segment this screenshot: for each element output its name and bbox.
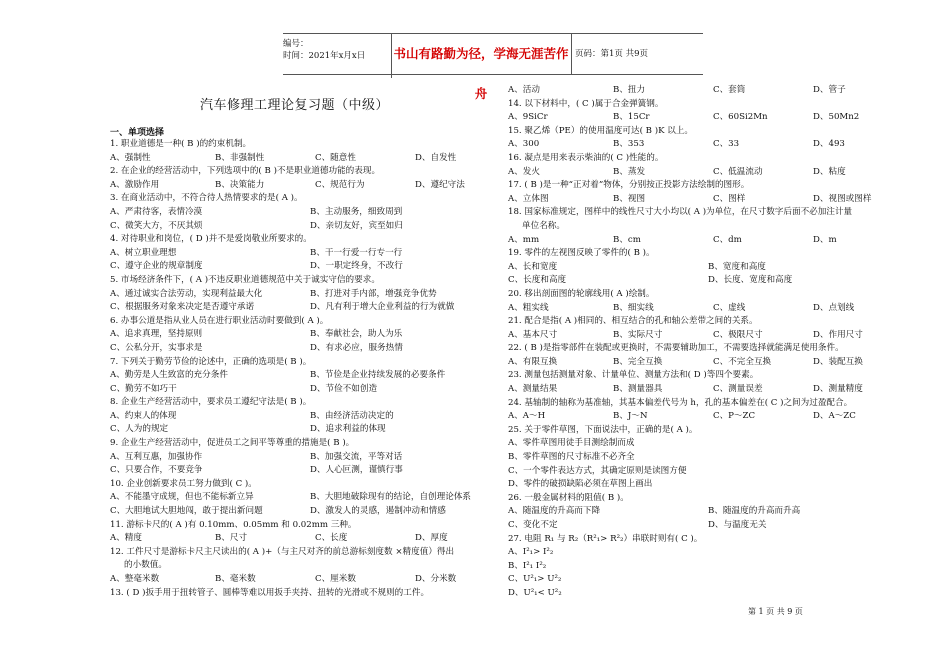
option-row [508, 274, 888, 288]
question [508, 315, 888, 342]
option-row [508, 193, 888, 207]
answer-option: B、尺寸 [215, 533, 248, 544]
option-row [508, 505, 888, 519]
question [110, 138, 490, 165]
question [508, 342, 888, 369]
answer-option: A、勤劳是人生致富的充分条件 [110, 370, 228, 381]
question-text: 24. 基轴制的轴称为基准轴，其基本偏差代号为 h，孔的基本偏差在( C )之间为过盈配合。 [508, 397, 853, 408]
question [508, 560, 888, 574]
answer-option: D、管子 [813, 85, 846, 95]
question-text: 11. 游标卡尺的( A )有 0.10mm、0.05mm 和 0.02mm 三种。 [110, 519, 357, 530]
question-text: 25. 关于零件草图，下面说法中，正确的是( A )。 [508, 424, 698, 435]
question [508, 247, 888, 288]
question-text: 12. 工件尺寸是游标卡尺主尺读出的( A )+（与主尺对齐的前总游标刻度数 ×精度值）得出 [110, 546, 455, 557]
answer-option: D、长度、宽度和高度 [708, 275, 793, 286]
header-number: 编号： [283, 39, 309, 49]
answer-option: D、一职定终身，不改行 [310, 261, 403, 272]
right-column [508, 84, 888, 601]
answer-option: C、U²₁> U²₂ [508, 574, 562, 585]
question-text: 26. 一般金属材料的阻值( B )。 [508, 492, 629, 503]
section-heading: 一、单项选择 [110, 128, 165, 138]
answer-option: B、扭力 [613, 85, 646, 95]
answer-option: B、主动服务，细致周到 [310, 206, 403, 217]
answer-option: A、I²₁> I²₂ [508, 547, 554, 558]
answer-option: C、只要合作，不要竞争 [110, 465, 203, 476]
option-row [508, 261, 888, 275]
question [110, 587, 490, 601]
answer-option: A、活动 [508, 85, 540, 95]
answer-option: C、长度 [315, 533, 348, 544]
question-text: 6. 办事公道是指从业人员在进行职业活动时要做到( A )。 [110, 315, 329, 326]
option-row [508, 437, 888, 451]
answer-option: A、通过诚实合法劳动，实现利益最大化 [110, 288, 263, 299]
question [508, 587, 888, 601]
question-text-continued: 单位名称。 [522, 220, 565, 231]
answer-option: A、mm [508, 234, 540, 245]
answer-option: D、m [813, 234, 837, 245]
answer-option: A、A～H [508, 411, 546, 422]
answer-option: B、J～N [613, 411, 648, 422]
question [508, 424, 888, 451]
answer-option: A、基本尺寸 [508, 329, 558, 340]
answer-option: A、整毫米数 [110, 574, 160, 584]
question-text: 19. 零件的左视图反映了零件的( B )。 [508, 248, 655, 259]
question [110, 274, 490, 315]
answer-option: A、精度 [110, 533, 142, 544]
answer-option: C、一个零件表达方式，其确定原则是读图方便 [508, 465, 687, 476]
option-row [110, 423, 490, 437]
option-row [110, 288, 490, 302]
option-row [110, 260, 490, 274]
answer-option: B、奉献社会，助人为乐 [310, 329, 403, 340]
answer-option: D、激发人的灵感，遏制冲动和情感 [310, 506, 446, 517]
option-row [110, 491, 490, 505]
question-text: 14. 以下材料中，( C )属于合金弹簧钢。 [508, 98, 664, 109]
answer-option: C、微笑大方，不厌其烦 [110, 220, 203, 231]
question [110, 192, 490, 233]
option-row [110, 301, 490, 315]
question-text: 20. 移出剖面图的轮廓线用( A )绘制。 [508, 288, 655, 299]
header-time: 时间：2021年x月x日 [283, 51, 366, 61]
answer-option: D、A～ZC [813, 411, 856, 422]
option-row [508, 111, 888, 125]
question-text: 10. 企业创新要求员工努力做到( C )。 [110, 478, 257, 489]
option-row [508, 560, 888, 574]
option-row [110, 505, 490, 519]
answer-option: A、随温度的升高而下降 [508, 506, 601, 517]
answer-option: C、厘米数 [315, 574, 356, 584]
answer-option: D、U²₁< U²₂ [508, 587, 562, 598]
option-row [110, 179, 490, 193]
answer-option: B、实际尺寸 [613, 329, 663, 340]
question [110, 396, 490, 437]
answer-option: C、33 [713, 139, 740, 150]
question [508, 492, 888, 533]
option-row [110, 532, 490, 546]
header-motto: 书山有路勤为径，学海无涯苦作舟 [391, 34, 572, 74]
answer-option: A、零件草图用徒手目测绘制而成 [508, 438, 635, 449]
answer-option: A、立体图 [508, 193, 549, 204]
answer-option: D、厚度 [415, 533, 448, 544]
answer-option: D、装配互换 [813, 356, 863, 367]
question-text: 21. 配合是指( A )相同的、相互结合的孔和轴公差带之间的关系。 [508, 316, 758, 327]
answer-option: D、节俭不如创造 [310, 383, 378, 394]
answer-option: B、测量器具 [613, 384, 663, 395]
answer-option: C、人为的规定 [110, 424, 169, 435]
answer-option: B、非强制性 [215, 152, 265, 163]
answer-option: A、树立职业理想 [110, 247, 177, 258]
answer-option: A、约束人的体现 [110, 410, 177, 421]
answer-option: B、完全互换 [613, 356, 663, 367]
answer-option: A、互利互惠，加强协作 [110, 451, 203, 462]
answer-option: C、低温流动 [713, 166, 763, 177]
answer-option: C、测量误差 [713, 384, 763, 395]
question [508, 125, 888, 152]
answer-option: D、与温度无关 [708, 520, 767, 530]
answer-option: A、有限互换 [508, 356, 558, 367]
question [110, 233, 490, 274]
option-row [110, 383, 490, 397]
answer-option: B、大胆地破除现有的结论，自创理论体系 [310, 492, 472, 503]
header-page: 页码：第1页 共9页 [575, 49, 649, 59]
option-row [508, 383, 888, 397]
question-text: 17. ( B )是一种“正对着”物体，分别按正投影方法绘制的图形。 [508, 180, 750, 191]
answer-option: A、强制性 [110, 152, 151, 163]
answer-option: A、300 [508, 139, 540, 150]
question [508, 573, 888, 587]
answer-option: B、毫米数 [215, 574, 256, 584]
answer-option: C、公私分开，实事求是 [110, 342, 203, 353]
answer-option: B、细实线 [613, 302, 654, 313]
answer-option: B、蒸发 [613, 166, 646, 177]
option-row [110, 464, 490, 478]
answer-option: B、15Cr [613, 112, 650, 123]
answer-option: B、干一行爱一行专一行 [310, 247, 403, 258]
question-text: 1. 职业道德是一种( B )的约束机制。 [110, 139, 252, 149]
answer-option: A、发火 [508, 166, 540, 177]
question [508, 451, 888, 465]
option-row [110, 152, 490, 166]
answer-option: D、粘度 [813, 166, 846, 177]
answer-option: B、I²₁ I²₂ [508, 560, 547, 571]
answer-option: B、决策能力 [215, 179, 265, 190]
option-row [110, 328, 490, 342]
option-row [508, 166, 888, 180]
question [110, 315, 490, 356]
question-text: 18. 国家标准规定，图样中的线性尺寸大小均以( A )为单位，在尺寸数字后面不必加注计量 [508, 207, 853, 218]
question-text: 4. 对待职业和岗位，( D )并不是爱岗敬业所要求的。 [110, 234, 312, 245]
question-text-continued: 的小数值。 [124, 560, 167, 571]
answer-option: C、P～ZC [713, 411, 756, 422]
option-row [110, 451, 490, 465]
answer-option: A、测量结果 [508, 384, 558, 395]
answer-option: C、规范行为 [315, 179, 365, 190]
answer-option: C、遵守企业的规章制度 [110, 261, 203, 272]
answer-option: B、由经济活动决定的 [310, 410, 394, 421]
answer-option: C、极限尺寸 [713, 329, 763, 340]
question-text: 8. 企业生产经营活动中，要求员工遵纪守法是( B )。 [110, 397, 312, 408]
answer-option: A、9SiCr [508, 112, 548, 123]
option-row [508, 234, 888, 248]
question [508, 478, 888, 492]
answer-option: D、50Mn2 [813, 112, 860, 123]
question [508, 179, 888, 206]
answer-option: C、长度和高度 [508, 275, 567, 286]
option-row [110, 206, 490, 220]
answer-option: B、随温度的升高而升高 [708, 506, 801, 517]
question-text: 3. 在商业活动中，不符合待人热情要求的是( A )。 [110, 193, 303, 204]
question [110, 478, 490, 519]
option-row [110, 247, 490, 261]
answer-option: B、加强交流，平等对话 [310, 451, 403, 462]
answer-option: D、有求必应，服务热情 [310, 342, 403, 353]
option-row [508, 329, 888, 343]
option-row [508, 478, 888, 492]
answer-option: C、勤劳不如巧干 [110, 383, 177, 394]
question-text: 23. 测量包括测量对象、计量单位、测量方法和( D )等四个要素。 [508, 370, 759, 381]
question-text: 13. ( D )扳手用于扭转管子、圆棒等难以用扳手夹持、扭转的光滑或不规则的工件。 [110, 587, 430, 598]
answer-option: C、dm [713, 234, 742, 245]
answer-option: C、根据服务对象来决定是否遵守承诺 [110, 302, 255, 313]
question-text: 7. 下列关于勤劳节俭的论述中，正确的选项是( B )。 [110, 356, 312, 367]
option-row [508, 587, 888, 601]
answer-option: C、图样 [713, 193, 746, 204]
question [110, 546, 490, 587]
question-text: 27. 电阻 R₁ 与 R₂（R²₁> R²₂）串联时则有( C )。 [508, 533, 703, 544]
answer-option: C、虚线 [713, 302, 746, 313]
answer-option: A、激励作用 [110, 179, 160, 190]
option-row [110, 220, 490, 234]
question [508, 465, 888, 479]
option-row [508, 138, 888, 152]
answer-option: B、cm [613, 234, 641, 245]
answer-option: D、分米数 [415, 574, 457, 584]
answer-option: B、节俭是企业持续发展的必要条件 [310, 370, 446, 381]
question [110, 437, 490, 478]
answer-option: B、宽度和高度 [708, 261, 766, 272]
answer-option: D、视图或图样 [813, 193, 872, 204]
question [508, 397, 888, 424]
answer-option: C、大胆地试大胆地闯，敢于提出新问题 [110, 506, 263, 517]
answer-option: D、凡有利于增大企业利益的行为就做 [310, 302, 455, 313]
question [508, 288, 888, 315]
document-title: 汽车修理工理论复习题（中级） [200, 98, 390, 113]
answer-option: D、作用尺寸 [813, 329, 863, 340]
option-row [110, 410, 490, 424]
answer-option: D、人心叵测，谨慎行事 [310, 465, 403, 476]
question [508, 84, 888, 98]
option-row [508, 356, 888, 370]
option-row [508, 410, 888, 424]
answer-option: C、套筒 [713, 85, 746, 95]
answer-option: D、点划线 [813, 302, 855, 313]
left-column [110, 138, 490, 600]
answer-option: B、打进对手内部，增强竞争优势 [310, 288, 437, 299]
answer-option: C、不完全互换 [713, 356, 772, 367]
answer-option: C、60Si2Mn [713, 112, 768, 123]
question [508, 533, 888, 560]
header-meta [283, 34, 392, 78]
answer-option: A、严肃待客，表情冷漠 [110, 206, 203, 217]
answer-option: D、自发性 [415, 152, 457, 163]
option-row [508, 519, 888, 533]
option-row [508, 84, 888, 98]
answer-option: B、零件草图的尺寸标准不必齐全 [508, 452, 635, 463]
answer-option: A、追求真理，坚持原则 [110, 329, 203, 340]
option-row [508, 302, 888, 316]
answer-option: D、亲切友好，宾至如归 [310, 220, 403, 231]
option-row [508, 465, 888, 479]
option-row [508, 451, 888, 465]
answer-option: D、追求利益的体现 [310, 424, 386, 435]
question-text: 2. 在企业的经营活动中，下列选项中的( B )不是职业道德功能的表现。 [110, 166, 381, 177]
question-text: 22. ( B )是指零部件在装配或更换时，不需要辅助加工，不需要选择就能满足使用条件。 [508, 343, 844, 354]
question [110, 356, 490, 397]
answer-option: C、随意性 [315, 152, 356, 163]
question-text: 15. 聚乙烯（PE）的使用温度可达( B )K 以上。 [508, 125, 693, 136]
question [110, 519, 490, 546]
answer-option: B、353 [613, 139, 645, 150]
question [508, 369, 888, 396]
answer-option: D、测量精度 [813, 384, 863, 395]
question-text: 16. 凝点是用来表示柴油的( C )性能的。 [508, 152, 664, 163]
option-row [110, 573, 490, 587]
page-footer: 第 1 页 共 9 页 [748, 607, 803, 616]
answer-option: A、不能墨守成规，但也不能标新立异 [110, 492, 254, 503]
option-row [508, 573, 888, 587]
question-text: 5. 市场经济条件下，( A )不违反职业道德规范中关于诚实守信的要求。 [110, 274, 380, 285]
question [508, 206, 888, 247]
question [508, 98, 888, 125]
question-text: 9. 企业生产经营活动中，促进员工之间平等尊重的措施是( B )。 [110, 438, 355, 449]
answer-option: A、粗实线 [508, 302, 549, 313]
option-row [110, 369, 490, 383]
answer-option: A、长和宽度 [508, 261, 558, 272]
option-row [508, 546, 888, 560]
answer-option: D、遵纪守法 [415, 179, 465, 190]
answer-option: C、变化不定 [508, 520, 558, 530]
answer-option: D、零件的破损缺陷必须在草图上画出 [508, 479, 653, 490]
option-row [110, 342, 490, 356]
answer-option: B、视图 [613, 193, 646, 204]
question [110, 165, 490, 192]
answer-option: D、493 [813, 139, 845, 150]
question [508, 152, 888, 179]
